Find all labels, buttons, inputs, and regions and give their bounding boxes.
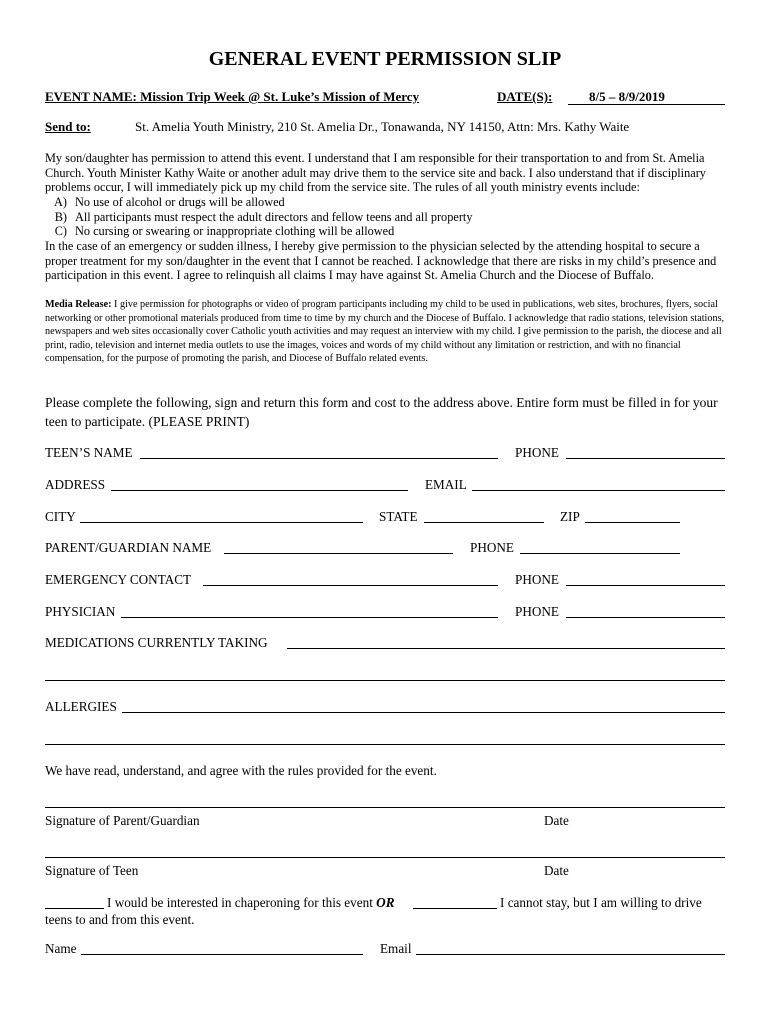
medications-label: MEDICATIONS CURRENTLY TAKING [45,635,268,650]
zip-line[interactable] [585,522,680,523]
state-label: STATE [379,509,418,524]
emergency-contact-line[interactable] [203,585,498,586]
allergies-label: ALLERGIES [45,699,117,714]
physician-label: PHYSICIAN [45,604,116,619]
medications-line-2[interactable] [45,680,725,681]
agreement-text: We have read, understand, and agree with the rules provided for the event. [45,763,437,778]
chaperone-text [107,895,395,911]
chaperone-text-3: teens to and from this event. [45,912,195,927]
teen-name-label: TEEN’S NAME [45,445,133,460]
emergency-phone-label: PHONE [515,572,559,587]
event-name: EVENT NAME: Mission Trip Week @ St. Luke’s Mission of Mercy [45,89,420,104]
physician-line[interactable] [121,617,498,618]
allergies-line-2[interactable] [45,744,725,745]
footer-email-label: Email [380,941,412,956]
dates-value: 8/5 – 8/9/2019 [589,89,665,104]
email-label: EMAIL [425,477,467,492]
page-title: GENERAL EVENT PERMISSION SLIP [208,48,562,70]
state-line[interactable] [424,522,544,523]
parent-name-line[interactable] [224,553,453,554]
city-line[interactable] [80,522,363,523]
intro-paragraph: My son/daughter has permission to attend this event. I understand that I am responsible for their transportation to and from St. Amelia Church. Youth Minister Kathy Waite or another adult may drive them to the service site and back. I also understand that if disciplinary problems occur, I will immediately pick up my child from the service site. The rules of all youth ministry events include: [45,151,706,195]
rules-list [45,195,472,239]
teen-signature-line[interactable] [45,857,725,858]
physician-phone-label: PHONE [515,604,559,619]
parent-phone-line[interactable] [520,553,680,554]
chaperone-blank[interactable] [45,908,104,909]
address-label: ADDRESS [45,477,106,492]
parent-phone-label: PHONE [470,540,514,555]
parent-date-label: Date [544,813,569,828]
parent-signature-label: Signature of Parent/Guardian [45,813,200,828]
media-release-text: I give permission for photographs or video of program participants including my child to be used in publications, web sites, brochures, flyers, social networking or other promotional materials produced from time to time by my church and the Diocese of Buffalo. I acknowledge that radio stations, television stations, newspapers and web sites occasionally cover Catholic youth activities and may request an interview with my child. I give permission to the parish, the diocese and all print, radio, television and internet media outlets to use the images, voices and words of my child without any limitation or restriction, and with no financial compensation, for the purpose of promoting the parish, and Diocese of Buffalo related events. [45,299,725,365]
rule-text: No use of alcohol or drugs will be allowed [75,195,285,209]
zip-label: ZIP [560,509,580,524]
emergency-paragraph: In the case of an emergency or sudden illness, I hereby give permission to the physician selected by the attending hospital to secure a proper treatment for my son/daughter in the event that I cannot be reached. I acknowledge that there are risks in my child’s presence and participation in this event. I agree to relinquish all claims I may have against St. Amelia Church and the Diocese of Buffalo. [45,239,717,283]
address-line[interactable] [111,490,408,491]
footer-name-label: Name [45,941,77,956]
rule-text: No cursing or swearing or inappropriate clothing will be allowed [75,224,395,239]
rule-text: All participants must respect the adult directors and fellow teens and all property [75,209,473,224]
medications-line[interactable] [287,648,725,649]
chaperone-or: OR [376,895,395,910]
media-release [45,298,725,366]
chaperone-text-1: I would be interested in chaperoning for this event [107,895,377,910]
parent-name-label: PARENT/GUARDIAN NAME [45,540,212,555]
rule-item [45,195,472,210]
rule-item [45,210,472,225]
teen-name-line[interactable] [140,458,498,459]
physician-phone-line[interactable] [566,617,725,618]
rule-item [45,224,472,239]
teen-signature-label: Signature of Teen [45,863,139,878]
rule-letter: B) [54,209,67,224]
city-label: CITY [45,509,76,524]
media-release-label: Media Release: [45,299,112,310]
teen-date-label: Date [544,863,569,878]
teen-phone-line[interactable] [566,458,725,459]
allergies-line[interactable] [122,712,725,713]
emergency-contact-label: EMERGENCY CONTACT [45,572,192,587]
footer-email-line[interactable] [416,954,725,955]
email-line[interactable] [472,490,725,491]
emergency-phone-line[interactable] [566,585,725,586]
dates-field [568,89,725,105]
rule-letter: C) [54,224,67,239]
rule-letter: A) [54,195,67,209]
dates-label: DATE(S): [497,89,553,104]
footer-name-line[interactable] [81,954,363,955]
instructions: Please complete the following, sign and return this form and cost to the address above. Entire form must be filled in for your teen to participate. (PLEASE PRINT) [45,395,718,429]
send-to-address: St. Amelia Youth Ministry, 210 St. Amelia Dr., Tonawanda, NY 14150, Attn: Mrs. Kathy Waite [135,119,630,134]
send-to-label: Send to: [45,119,91,134]
driver-blank[interactable] [413,908,497,909]
driver-text: I cannot stay, but I am willing to drive [500,895,702,910]
teen-phone-label: PHONE [515,445,559,460]
parent-signature-line[interactable] [45,807,725,808]
